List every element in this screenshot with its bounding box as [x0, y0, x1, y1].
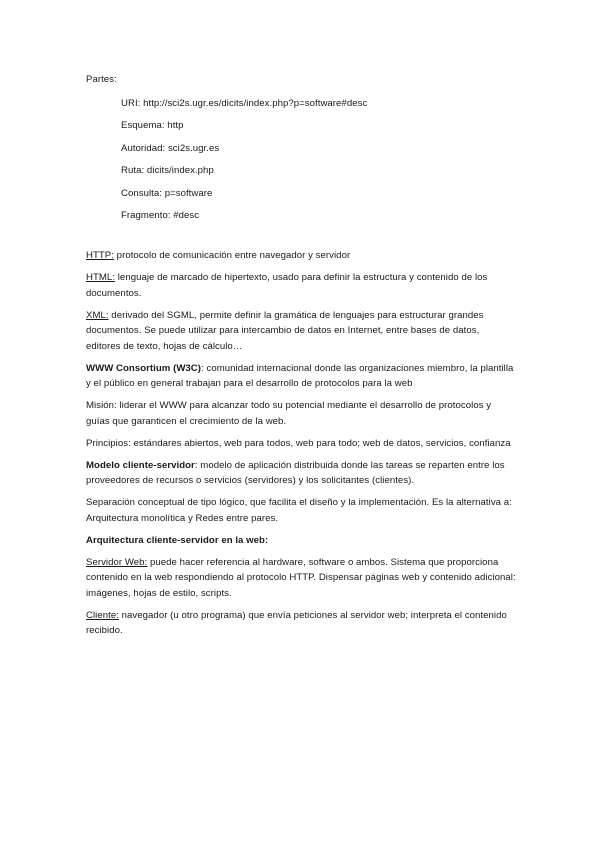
- term-client: Cliente:: [86, 609, 119, 621]
- part-fragment: Fragmento: #desc: [121, 210, 200, 222]
- def-xml: [86, 308, 516, 355]
- def-http: [86, 248, 516, 264]
- text-http: protocolo de comunicación entre navegador y servidor: [113, 250, 351, 262]
- principios-paragraph: Principios: estándares abiertos, web para todos, web para todo; web de datos, servicios, confianza: [86, 437, 511, 449]
- def-web-server: [86, 555, 516, 602]
- text-xml: derivado del SGML, permite definir la gramática de lenguajes para estructurar grandes documentos. Se puede utilizar para intercambio de datos en Internet, entre bases de datos, editores de texto, hojas de cálculo…: [86, 309, 484, 352]
- part-scheme: Esquema: http: [121, 120, 184, 132]
- def-client: [86, 608, 516, 639]
- def-w3c: [86, 361, 516, 392]
- def-client-server: [86, 458, 516, 489]
- part-path: Ruta: dicits/index.php: [121, 165, 214, 177]
- separacion-paragraph: Separación conceptual de tipo lógico, que facilita el diseño y la implementación. Es la alternativa a: Arquitectura monolítica y Redes entre pares.: [86, 497, 512, 524]
- def-html: [86, 270, 516, 301]
- text-web-server: puede hacer referencia al hardware, software o ambos. Sistema que proporciona contenido en la web respondiendo al protocolo HTTP. Dispensar páginas web y contenido adicional: imágenes, hojas de estilo, scripts.: [86, 556, 516, 599]
- text-w3c: : comunidad internacional donde las organizaciones miembro, la plantilla y el público en general trabajan para el desarrollo de protocolos para la web: [86, 362, 514, 390]
- parts-title: Partes:: [86, 74, 117, 85]
- mision-paragraph: Misión: liderar el WWW para alcanzar todo su potencial mediante el desarrollo de protocolos y guías que garanticen el crecimiento de la web.: [86, 400, 492, 427]
- document-page: [86, 72, 516, 645]
- arq-heading: Arquitectura cliente-servidor en la web:: [86, 534, 269, 546]
- parts-list: [86, 96, 516, 232]
- term-http: HTTP:: [86, 250, 114, 262]
- part-query: Consulta: p=software: [121, 187, 213, 199]
- term-client-server: Modelo cliente-servidor: [86, 459, 195, 471]
- text-client-server: : modelo de aplicación distribuida donde las tareas se reparten entre los proveedores de recursos o servicios (servidores) y los solicitantes (clientes).: [86, 459, 505, 487]
- term-xml: XML:: [86, 309, 109, 321]
- part-uri: URI: http://sci2s.ugr.es/dicits/index.php?p=software#desc: [121, 97, 368, 109]
- term-w3c: WWW Consortium (W3C): [86, 362, 202, 374]
- text-client: navegador (u otro programa) que envía peticiones al servidor web; interpreta el contenido recibido.: [86, 609, 507, 637]
- term-web-server: Servidor Web:: [86, 556, 148, 568]
- part-authority: Autoridad: sci2s.ugr.es: [121, 142, 220, 154]
- term-html: HTML:: [86, 272, 116, 284]
- text-html: lenguaje de marcado de hipertexto, usado para definir la estructura y contenido de los documentos.: [86, 272, 488, 299]
